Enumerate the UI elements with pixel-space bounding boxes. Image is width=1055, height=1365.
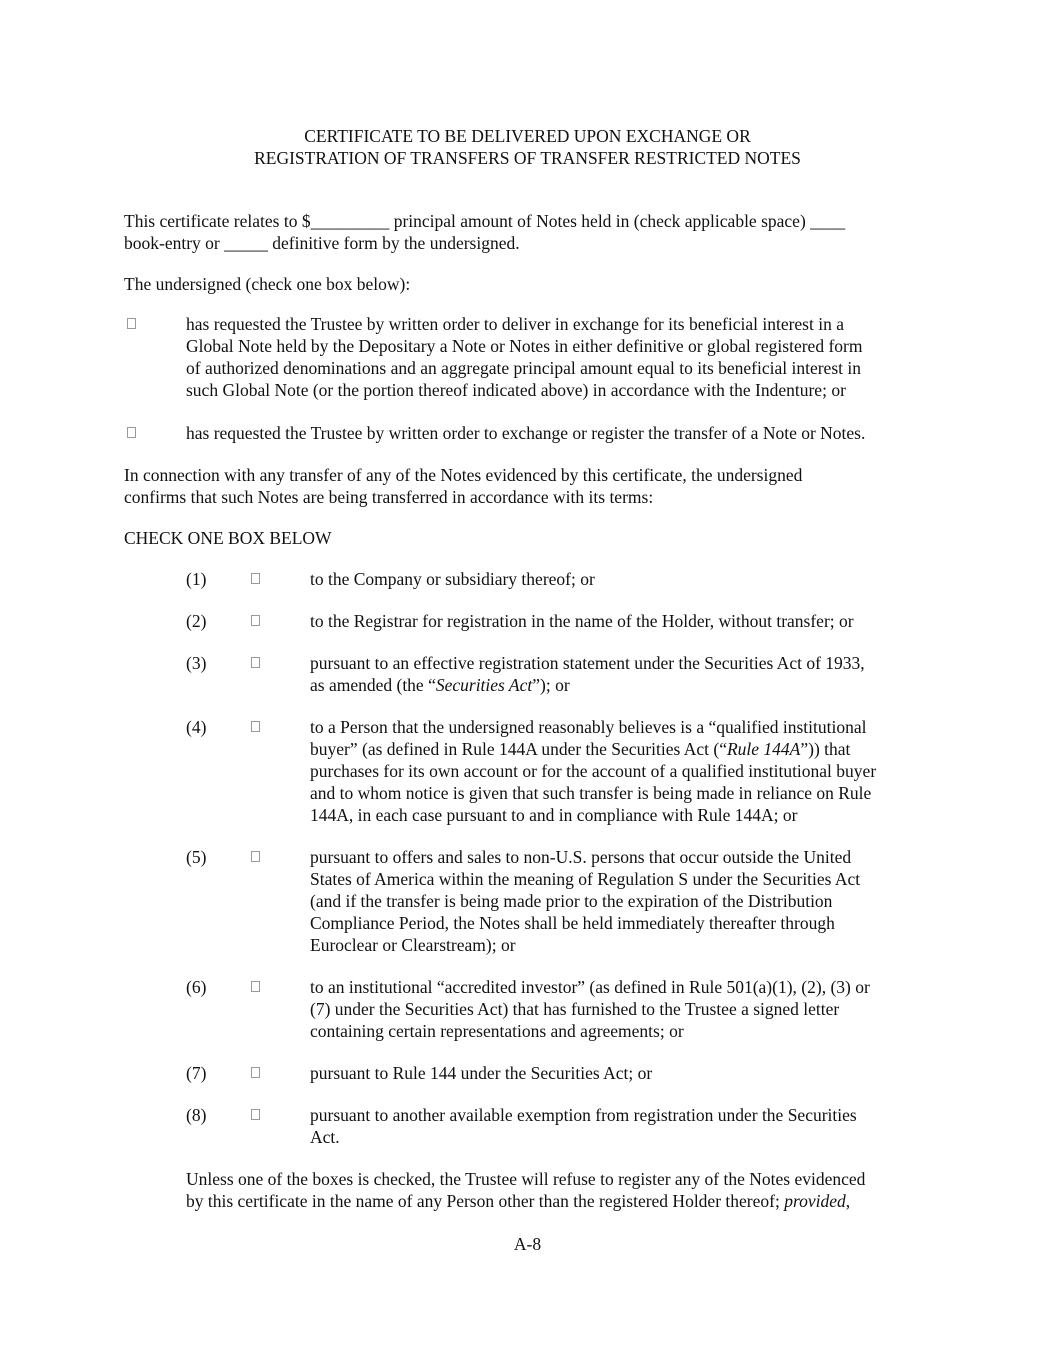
item-3-checkbox[interactable] [251, 657, 260, 668]
item-6-text [310, 976, 930, 1042]
item-line: to the Company or subsidiary thereof; or [310, 569, 595, 589]
item-number: (7) [186, 1063, 207, 1083]
item-4-text [310, 716, 930, 826]
closing-line-1: Unless one of the boxes is checked, the Trustee will refuse to register any of the Notes evidenced [186, 1169, 866, 1189]
item-7-checkbox[interactable] [251, 1067, 260, 1078]
item-line: containing certain representations and agreements; or [310, 1021, 684, 1041]
closing-line-2 [186, 1190, 931, 1212]
item-line: (7) under the Securities Act) that has furnished to the Trustee a signed letter [310, 999, 840, 1019]
item-3-text [310, 652, 930, 696]
item-number: (3) [186, 653, 207, 673]
item-6-checkbox[interactable] [251, 981, 260, 992]
intro-line-2: book-entry or _____ definitive form by the undersigned. [124, 233, 520, 253]
page-number: A-8 [513, 1234, 542, 1254]
item-line [310, 674, 930, 696]
defined-term: Rule 144A [726, 739, 801, 759]
option-b-text [186, 422, 931, 444]
item-line: Act. [310, 1127, 340, 1147]
item-line: to a Person that the undersigned reasonably believes is a “qualified institutional [310, 717, 867, 737]
title-line-1: CERTIFICATE TO BE DELIVERED UPON EXCHANGE OR [304, 126, 751, 146]
item-5-text [310, 846, 930, 956]
option-a-checkbox[interactable] [127, 318, 136, 329]
item-line: pursuant to Rule 144 under the Securities Act; or [310, 1063, 653, 1083]
undersigned-label: The undersigned (check one box below): [124, 274, 411, 294]
item-8-text [310, 1104, 930, 1148]
item-7-text [310, 1062, 930, 1084]
item-text-part: ”); or [532, 675, 570, 695]
option-a-line: Global Note held by the Depositary a Note or Notes in either definitive or global registered form [186, 336, 863, 356]
option-a-text [186, 313, 931, 401]
item-text-part: as amended (the “ [310, 675, 436, 695]
item-line: to the Registrar for registration in the name of the Holder, without transfer; or [310, 611, 854, 631]
closing-italic-term: provided [784, 1191, 846, 1211]
connection-line-2: confirms that such Notes are being transferred in accordance with its terms: [124, 487, 654, 507]
item-line: purchases for its own account or for the account of a qualified institutional buyer [310, 761, 877, 781]
item-text-part: buyer” (as defined in Rule 144A under the Securities Act (“ [310, 739, 727, 759]
closing-text-part: by this certificate in the name of any Person other than the registered Holder thereof; [186, 1191, 785, 1211]
option-b-line: has requested the Trustee by written order to exchange or register the transfer of a Note or Notes. [186, 423, 866, 443]
document-title [0, 125, 1055, 169]
item-1-text [310, 568, 930, 590]
option-b-checkbox[interactable] [127, 427, 136, 438]
title-line-2: REGISTRATION OF TRANSFERS OF TRANSFER RESTRICTED NOTES [254, 148, 801, 168]
item-line: pursuant to another available exemption from registration under the Securities [310, 1105, 857, 1125]
item-number: (2) [186, 611, 207, 631]
item-line: pursuant to offers and sales to non-U.S. persons that occur outside the United [310, 847, 852, 867]
item-1-checkbox[interactable] [251, 573, 260, 584]
closing-paragraph [186, 1168, 931, 1212]
item-2-text [310, 610, 930, 632]
item-line: Compliance Period, the Notes shall be held immediately thereafter through [310, 913, 835, 933]
option-a-line: of authorized denominations and an aggregate principal amount equal to its beneficial interest in [186, 358, 861, 378]
defined-term: Securities Act [435, 675, 533, 695]
item-number: (5) [186, 847, 207, 867]
item-line: to an institutional “accredited investor” (as defined in Rule 501(a)(1), (2), (3) or [310, 977, 870, 997]
item-5-checkbox[interactable] [251, 851, 260, 862]
connection-line-1: In connection with any transfer of any of the Notes evidenced by this certificate, the undersigned [124, 465, 803, 485]
option-a-line: has requested the Trustee by written order to deliver in exchange for its beneficial interest in a [186, 314, 844, 334]
item-number: (4) [186, 717, 207, 737]
item-line: (and if the transfer is being made prior to the expiration of the Distribution [310, 891, 833, 911]
connection-paragraph [124, 464, 934, 508]
item-text-part: ”)) that [800, 739, 851, 759]
option-a-line: such Global Note (or the portion thereof indicated above) in accordance with the Indenture; or [186, 380, 846, 400]
item-number: (6) [186, 977, 207, 997]
item-8-checkbox[interactable] [251, 1109, 260, 1120]
item-line: 144A, in each case pursuant to and in compliance with Rule 144A; or [310, 805, 798, 825]
item-number: (8) [186, 1105, 207, 1125]
item-line: and to whom notice is given that such transfer is being made in reliance on Rule [310, 783, 872, 803]
intro-paragraph [124, 210, 934, 254]
item-line: pursuant to an effective registration statement under the Securities Act of 1933, [310, 653, 865, 673]
item-number: (1) [186, 569, 207, 589]
closing-text-part: , [845, 1191, 851, 1211]
intro-line-1: This certificate relates to $_________ principal amount of Notes held in (check applicable space) ____ [124, 211, 846, 231]
item-line [310, 738, 930, 760]
item-line: States of America within the meaning of Regulation S under the Securities Act [310, 869, 861, 889]
item-line: Euroclear or Clearstream); or [310, 935, 516, 955]
item-4-checkbox[interactable] [251, 721, 260, 732]
item-2-checkbox[interactable] [251, 615, 260, 626]
check-heading: CHECK ONE BOX BELOW [124, 528, 332, 548]
